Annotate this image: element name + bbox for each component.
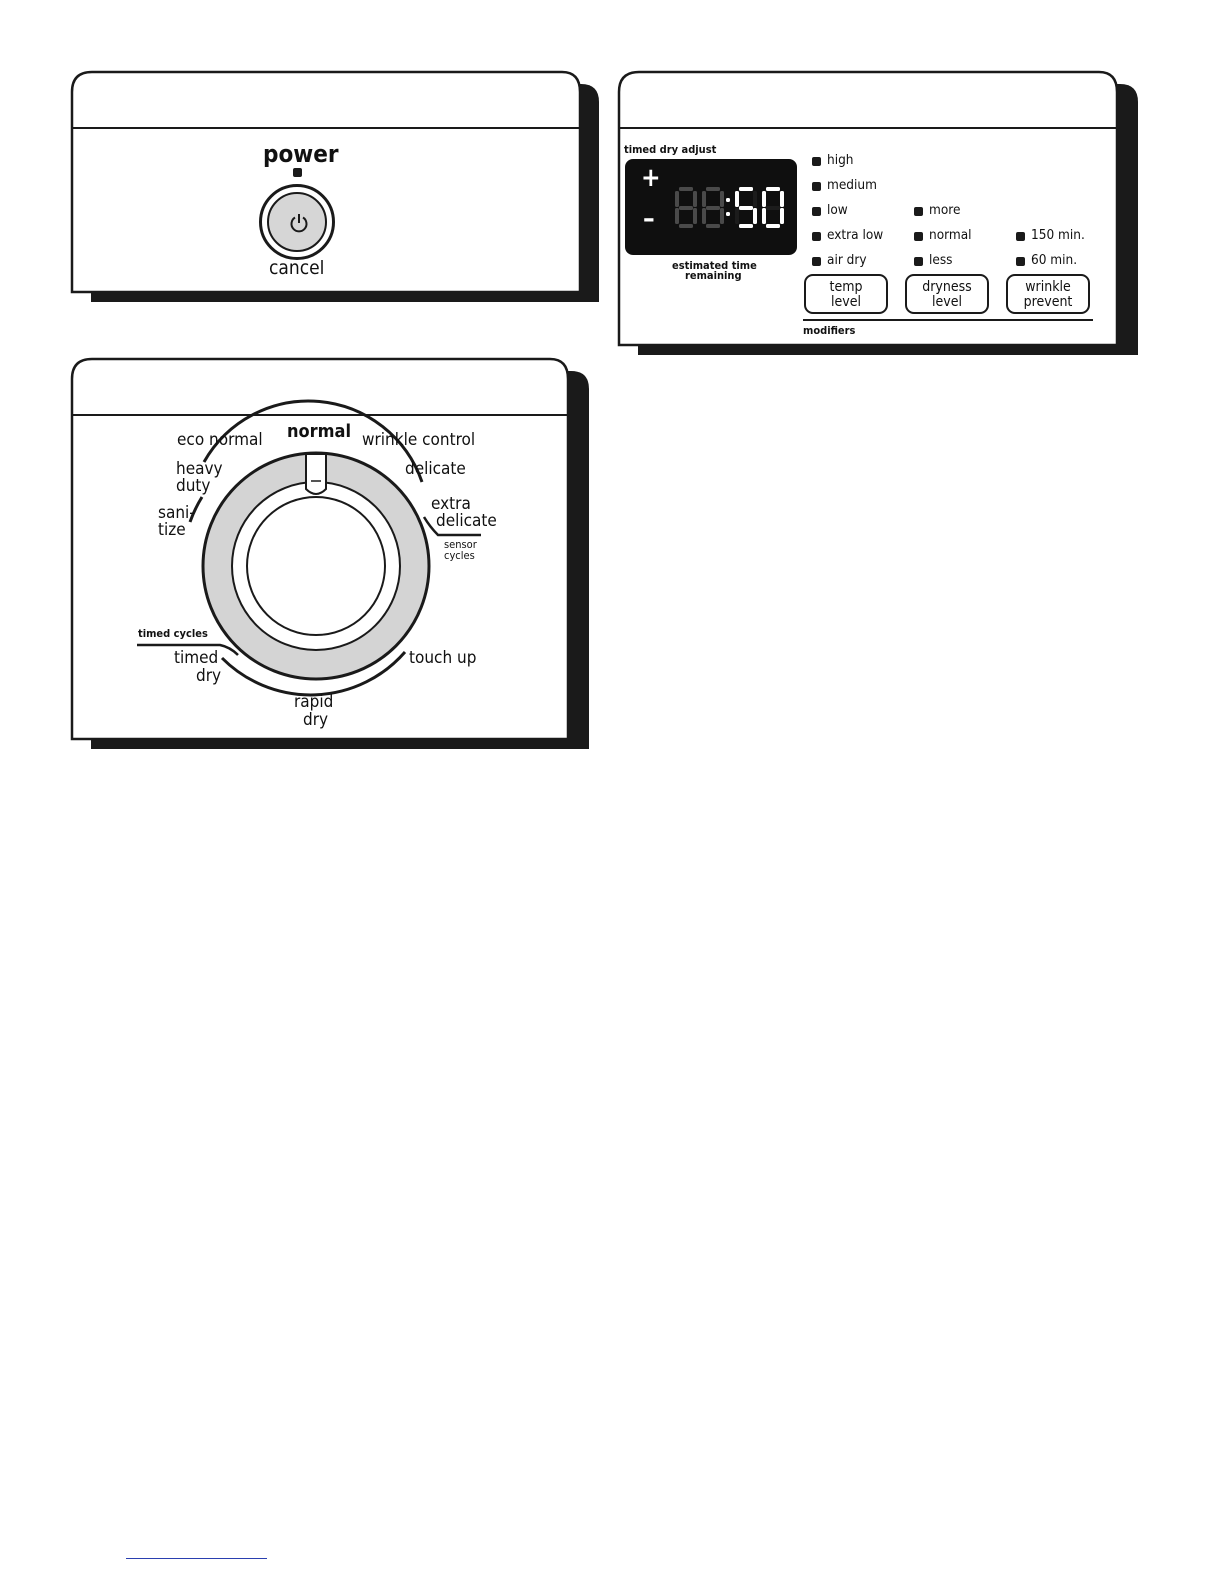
cycle-sanitize[interactable]: tize: [158, 520, 186, 540]
temp-option-label: low: [827, 202, 848, 218]
plus-button[interactable]: +: [641, 163, 661, 193]
temp-low-indicator: [812, 207, 821, 216]
lcd-segment: [720, 208, 724, 224]
button-label: level: [831, 294, 861, 310]
lcd-segment: [693, 208, 697, 224]
lcd-segment: [766, 206, 780, 210]
minus-button[interactable]: –: [643, 204, 655, 234]
cycle-eco-normal[interactable]: eco normal: [177, 430, 263, 450]
dryness-option-label: more: [929, 202, 961, 218]
cycle-delicate[interactable]: delicate: [405, 459, 466, 479]
sensor-cycles-label: sensor: [444, 538, 477, 551]
lcd-segment: [753, 191, 757, 207]
modifiers-divider: [803, 319, 1093, 321]
wrinkle-150-indicator: [1016, 232, 1025, 241]
lcd-segment: [762, 208, 766, 224]
wrinkle-prevent-button[interactable]: [1006, 274, 1090, 314]
lcd-segment: [720, 191, 724, 207]
lcd-segment: [675, 208, 679, 224]
lcd-segment: [702, 208, 706, 224]
lcd-segment: [735, 191, 739, 207]
lcd-segment: [679, 187, 693, 191]
power-label: power: [263, 140, 339, 168]
remaining-label: remaining: [685, 269, 742, 282]
lcd-segment: [702, 191, 706, 207]
modifiers-label: modifiers: [803, 324, 856, 337]
cycle-sanitize[interactable]: sani-: [158, 503, 195, 523]
dryness-option-label: normal: [929, 227, 972, 243]
lcd-segment: [706, 187, 720, 191]
lcd-segment: [780, 208, 784, 224]
cycle-heavy-duty[interactable]: heavy: [176, 459, 223, 479]
lcd-segment: [726, 198, 730, 202]
dryness-more-indicator: [914, 207, 923, 216]
cancel-label: cancel: [269, 257, 325, 279]
temp-option-label: air dry: [827, 252, 867, 268]
temp-extra-low-indicator: [812, 232, 821, 241]
time-display: [625, 159, 797, 255]
footer-link-underline[interactable]: [126, 1558, 267, 1559]
power-panel-frame: [70, 70, 600, 310]
lcd-segment: [766, 187, 780, 191]
dryness-less-indicator: [914, 257, 923, 266]
power-panel: [70, 70, 590, 302]
button-label: level: [932, 294, 962, 310]
dryness-normal-indicator: [914, 232, 923, 241]
estimated-time-label: estimated time: [672, 259, 757, 272]
power-icon: [288, 212, 310, 234]
temp-medium-indicator: [812, 182, 821, 191]
sensor-cycles-label: cycles: [444, 549, 475, 562]
button-label: dryness: [922, 279, 972, 295]
power-indicator-light: [293, 168, 302, 177]
dryness-option-label: less: [929, 252, 953, 268]
dryness-level-button[interactable]: [905, 274, 989, 314]
lcd-segment: [739, 187, 753, 191]
cycle-heavy-duty[interactable]: duty: [176, 476, 211, 496]
cycle-wrinkle-control[interactable]: wrinkle control: [362, 430, 476, 450]
temp-air-dry-indicator: [812, 257, 821, 266]
button-label: prevent: [1023, 294, 1073, 310]
timed-cycles-label: timed cycles: [138, 627, 208, 640]
lcd-segment: [693, 191, 697, 207]
cycle-touch-up[interactable]: touch up: [409, 648, 477, 668]
lcd-segment: [675, 191, 679, 207]
lcd-segment: [706, 206, 720, 210]
lcd-segment: [739, 206, 753, 210]
wrinkle-option-label: 150 min.: [1031, 227, 1085, 243]
cycle-extra-delicate[interactable]: extra: [431, 494, 471, 514]
timed-dry-adjust-label: timed dry adjust: [624, 143, 717, 156]
temp-option-label: medium: [827, 177, 877, 193]
cycle-timed-dry[interactable]: dry: [196, 666, 222, 686]
temp-option-label: high: [827, 152, 854, 168]
lcd-segment: [735, 208, 739, 224]
wrinkle-60-indicator: [1016, 257, 1025, 266]
temp-level-button[interactable]: [804, 274, 888, 314]
lcd-segment: [766, 224, 780, 228]
seven-segment-digits: [625, 159, 797, 255]
button-label: wrinkle: [1025, 279, 1071, 295]
cycle-panel: [70, 357, 582, 755]
lcd-segment: [679, 224, 693, 228]
temp-high-indicator: [812, 157, 821, 166]
lcd-segment: [780, 191, 784, 207]
lcd-segment: [706, 224, 720, 228]
cycle-rapid-dry[interactable]: rapid: [294, 692, 334, 712]
cycle-timed-dry[interactable]: timed: [174, 648, 219, 668]
lcd-segment: [762, 191, 766, 207]
lcd-segment: [739, 224, 753, 228]
lcd-segment: [753, 208, 757, 224]
lcd-segment: [679, 206, 693, 210]
button-label: temp: [829, 279, 863, 295]
cycle-rapid-dry[interactable]: dry: [303, 710, 329, 730]
lcd-segment: [726, 212, 730, 216]
power-button[interactable]: [259, 184, 335, 260]
wrinkle-option-label: 60 min.: [1031, 252, 1078, 268]
display-panel: [617, 70, 1129, 355]
cycle-extra-delicate[interactable]: delicate: [436, 511, 497, 531]
temp-option-label: extra low: [827, 227, 884, 243]
cycle-normal[interactable]: normal: [287, 421, 351, 442]
